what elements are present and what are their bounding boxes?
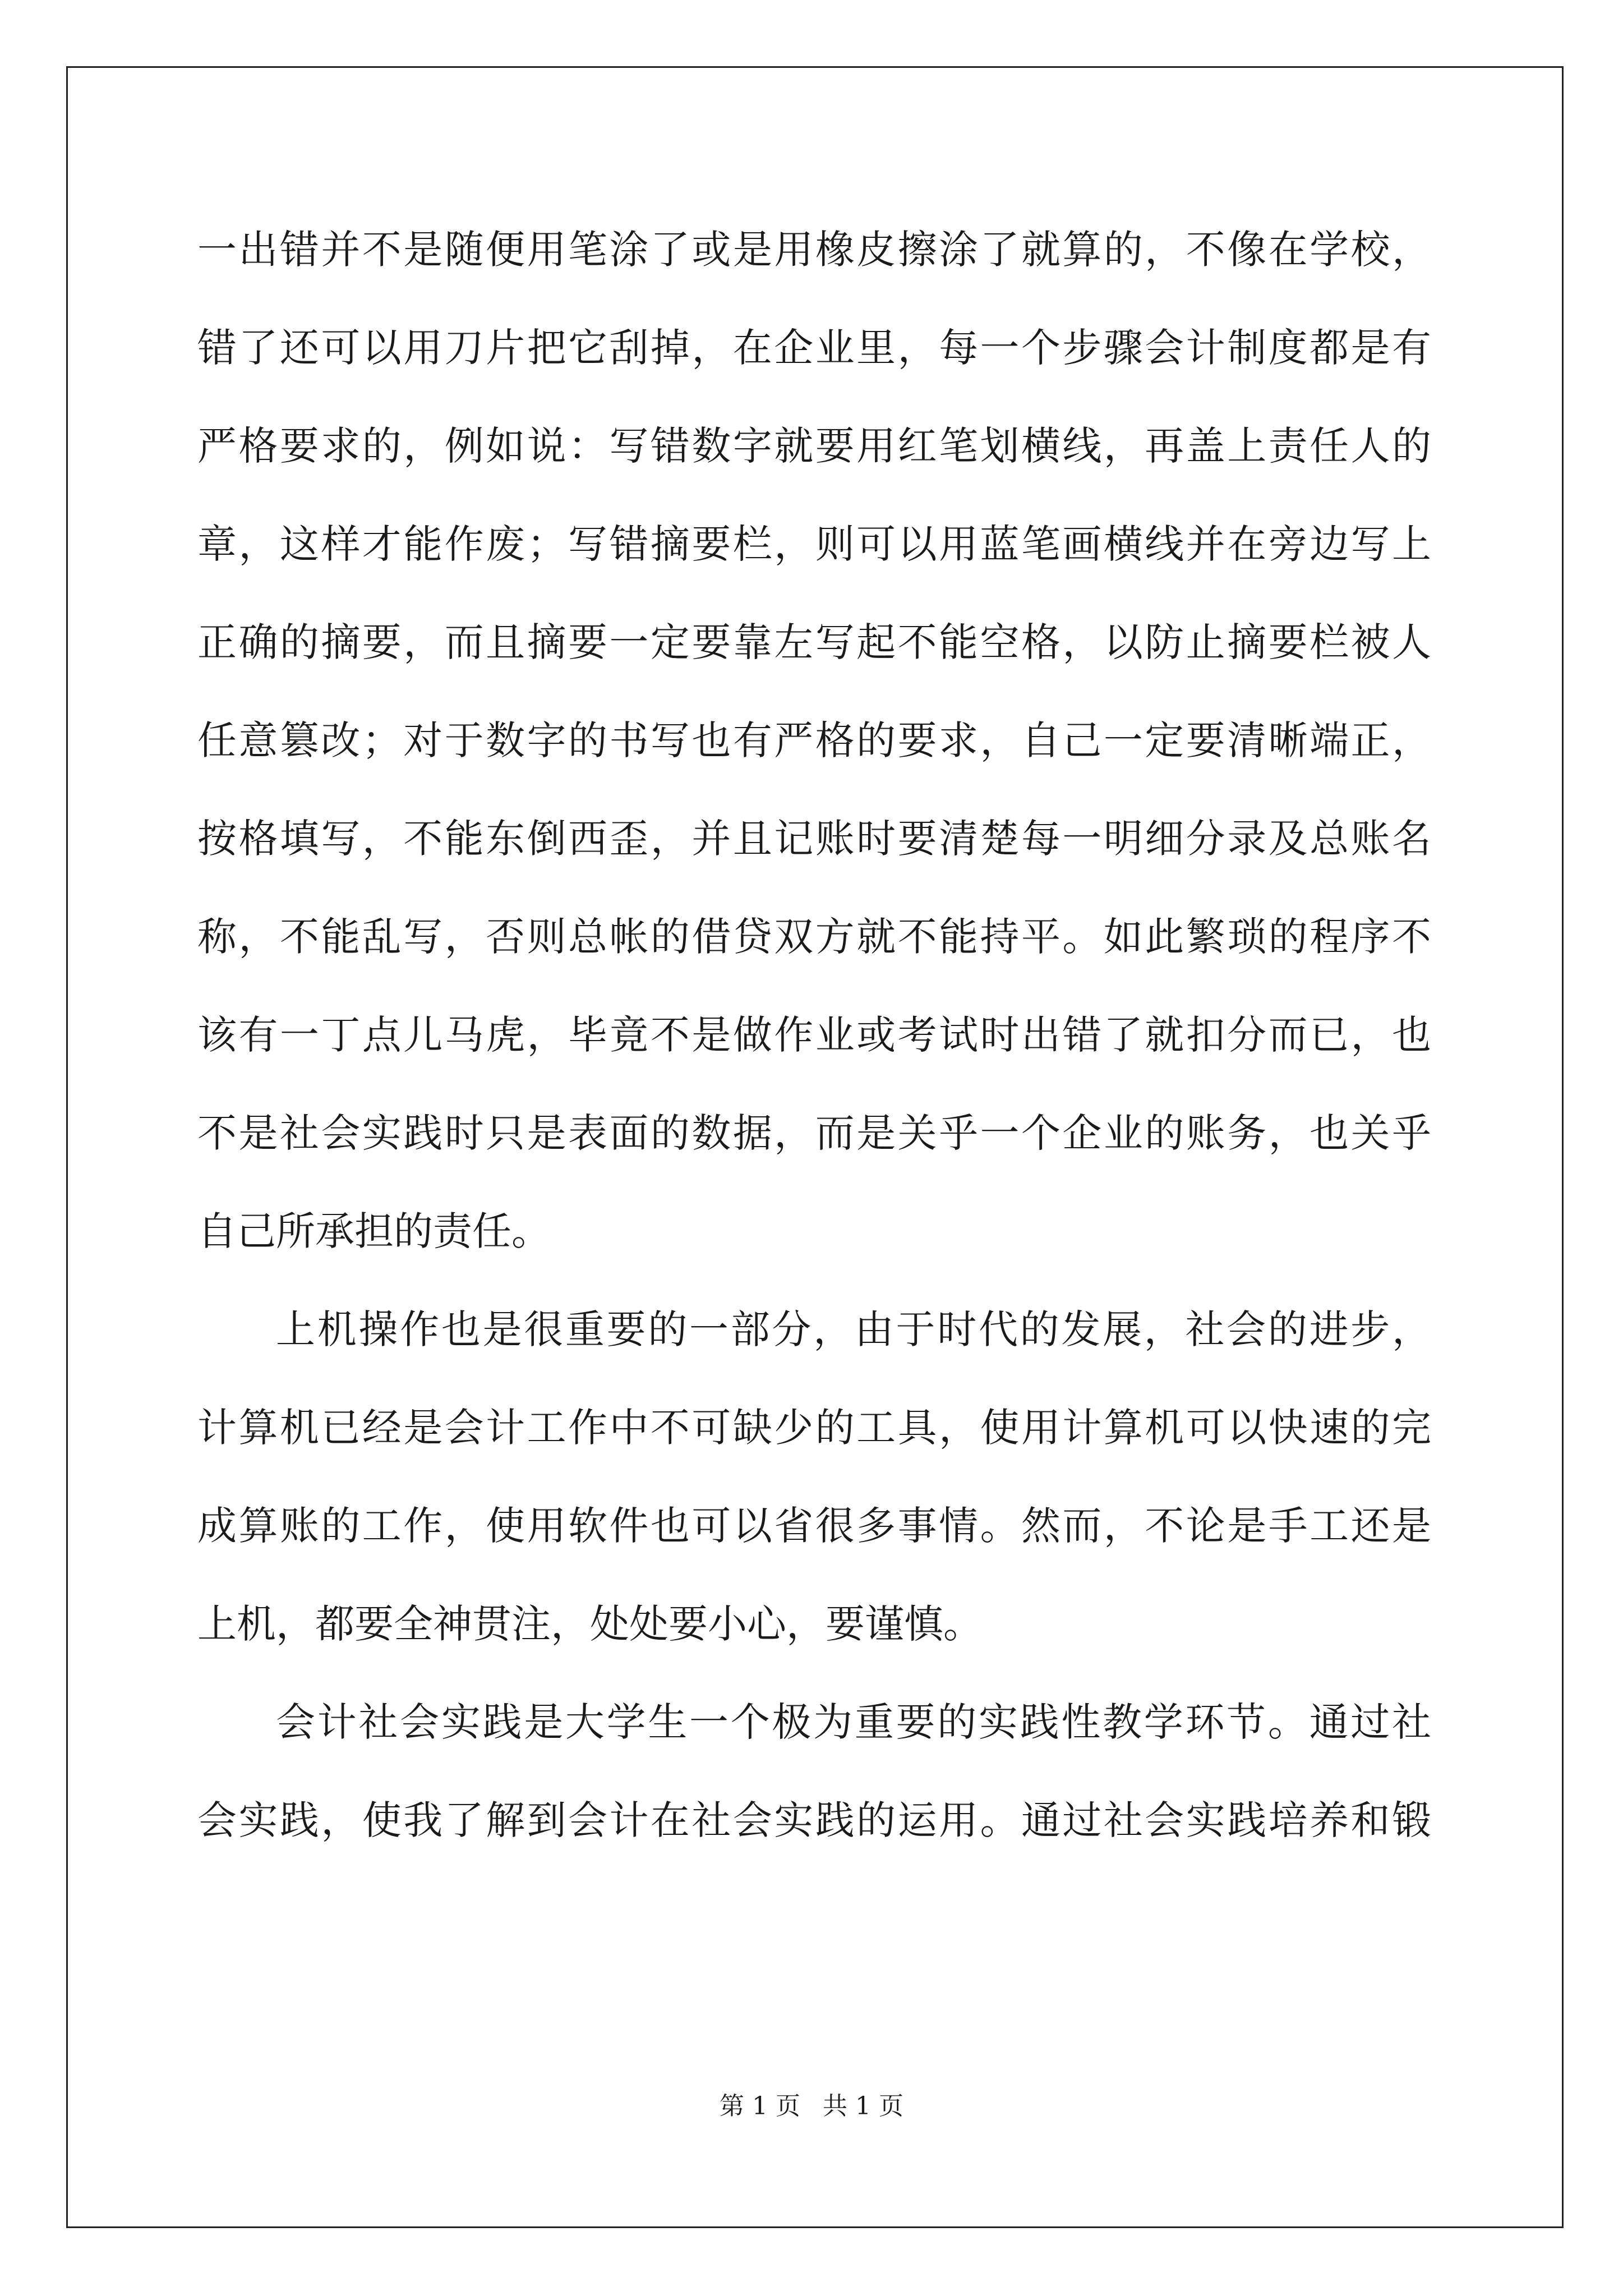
text-line: 该有一丁点儿马虎，毕竟不是做作业或考试时出错了就扣分而已，也 xyxy=(197,1012,1431,1058)
page-number: 第 1 页 xyxy=(720,2092,800,2120)
text-line: 不是社会实践时只是表面的数据，而是关乎一个企业的账务，也关乎 xyxy=(197,1110,1431,1156)
text-line: 称，不能乱写，否则总帐的借贷双方就不能持平。如此繁琐的程序不 xyxy=(197,914,1431,960)
page-total: 共 1 页 xyxy=(823,2092,903,2120)
text-line: 上机，都要全神贯注，处处要小心，要谨慎。 xyxy=(197,1601,983,1647)
text-line: 计算机已经是会计工作中不可缺少的工具，使用计算机可以快速的完 xyxy=(197,1405,1431,1451)
text-line: 任意篡改；对于数字的书写也有严格的要求，自己一定要清晰端正， xyxy=(197,717,1431,763)
text-line: 章，这样才能作废；写错摘要栏，则可以用蓝笔画横线并在旁边写上 xyxy=(197,521,1431,567)
text-line: 上机操作也是很重要的一部分，由于时代的发展，社会的进步， xyxy=(276,1306,1431,1352)
text-line: 错了还可以用刀片把它刮掉，在企业里，每一个步骤会计制度都是有 xyxy=(197,325,1431,371)
text-line: 正确的摘要，而且摘要一定要靠左写起不能空格，以防止摘要栏被人 xyxy=(197,619,1431,665)
text-line: 自己所承担的责任。 xyxy=(197,1208,551,1254)
text-line: 成算账的工作，使用软件也可以省很多事情。然而，不论是手工还是 xyxy=(197,1503,1431,1549)
text-line: 会实践，使我了解到会计在社会实践的运用。通过社会实践培养和锻 xyxy=(197,1797,1431,1843)
text-line: 会计社会实践是大学生一个极为重要的实践性教学环节。通过社 xyxy=(276,1699,1431,1745)
text-line: 严格要求的，例如说：写错数字就要用红笔划横线，再盖上责任人的 xyxy=(197,423,1431,469)
page-footer xyxy=(0,2090,1623,2123)
text-line: 按格填写，不能东倒西歪，并且记账时要清楚每一明细分录及总账名 xyxy=(197,816,1431,862)
text-line: 一出错并不是随便用笔涂了或是用橡皮擦涂了就算的，不像在学校， xyxy=(197,227,1431,273)
document-body xyxy=(197,201,1431,1870)
